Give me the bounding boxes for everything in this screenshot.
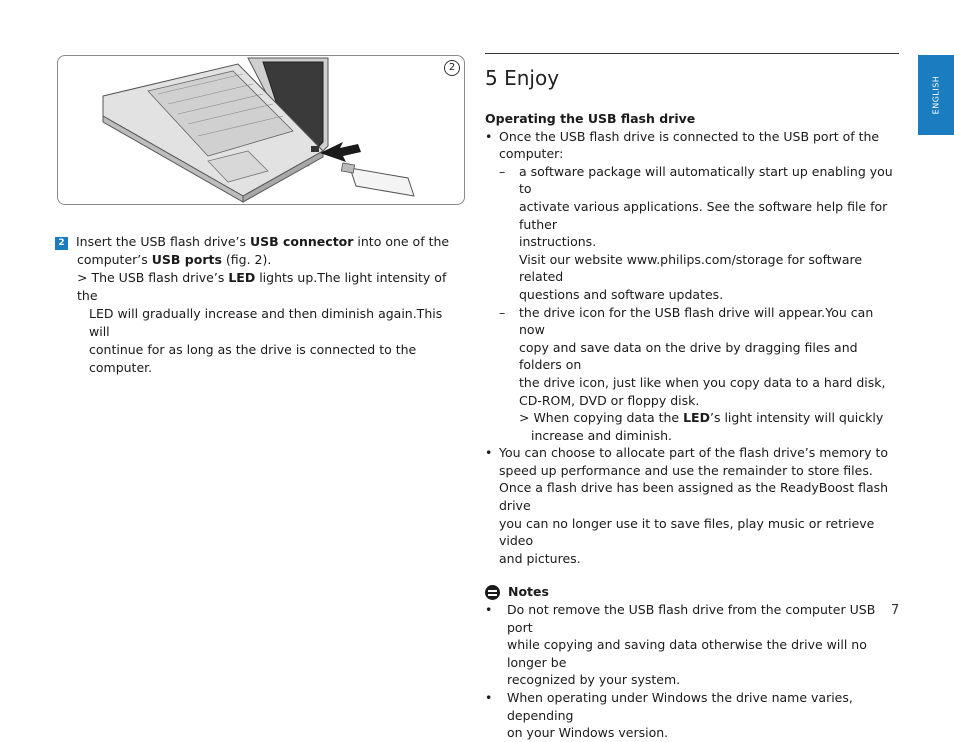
- figure-number: 2: [444, 60, 460, 76]
- text: activate various applications. See the software help file for futher: [519, 198, 888, 232]
- section-rule: [485, 53, 899, 54]
- dash-marker: –: [499, 163, 506, 179]
- subsection-title: Operating the USB flash drive: [485, 111, 696, 126]
- enjoy-content: [485, 110, 901, 742]
- bold-text: USB connector: [249, 234, 354, 249]
- text: • Do not remove the USB flash drive from the computer USB port: [507, 602, 876, 635]
- text: Visit our website www.philips.com/storage for software related: [519, 251, 863, 285]
- step-line-2: [55, 251, 465, 269]
- bullet-item: [485, 128, 901, 163]
- dash-item: [485, 163, 901, 304]
- bold-text: LED: [228, 270, 256, 285]
- text: • Once the USB flash drive is connected to the USB port of the: [499, 128, 880, 144]
- text: Insert the USB flash drive’s: [76, 234, 250, 249]
- text: the drive icon, just like when you copy data to a hard disk,: [519, 374, 886, 390]
- result-line: [485, 409, 901, 427]
- text: CD-ROM, DVD or floppy disk.: [519, 392, 700, 408]
- text: • When operating under Windows the drive name varies, depending: [507, 690, 853, 723]
- text: a software package will automatically start up enabling you to: [519, 163, 893, 197]
- step-line-1: [55, 233, 465, 251]
- text: while copying and saving data otherwise the drive will no longer be: [507, 637, 867, 670]
- page-number: 7: [891, 603, 900, 618]
- text: into one of the: [353, 234, 450, 249]
- text: • You can choose to allocate part of the flash drive’s memory to: [499, 445, 888, 461]
- result-line-3: continue for as long as the drive is connected to the computer.: [89, 342, 417, 375]
- dash-item: [485, 304, 901, 410]
- result-line: increase and diminish.: [531, 427, 673, 443]
- result-line-2: LED will gradually increase and then diminish again.This will: [89, 306, 443, 339]
- text: instructions.: [519, 234, 597, 250]
- note-item: [485, 689, 901, 742]
- language-label: ENGLISH: [931, 75, 941, 115]
- note-icon: [485, 585, 500, 600]
- note-item: [485, 601, 901, 689]
- notes-title: Notes: [508, 584, 549, 600]
- text: > When copying data the: [519, 410, 684, 426]
- text: ’s light intensity will quickly: [709, 410, 884, 426]
- insert-instructions: [55, 233, 465, 377]
- text: (fig. 2).: [221, 252, 272, 267]
- text: lights up.The light intensity of the: [77, 270, 447, 303]
- text: the drive icon for the USB flash drive will appear.You can now: [519, 304, 874, 338]
- language-tab: [918, 55, 954, 135]
- bullet-item: [485, 444, 901, 567]
- text: and pictures.: [499, 550, 581, 566]
- bold-text: LED: [683, 410, 710, 426]
- text: computer:: [499, 146, 564, 162]
- text: computer’s: [77, 252, 152, 267]
- section-title: 5 Enjoy: [485, 66, 560, 90]
- step-badge: 2: [55, 237, 68, 250]
- bold-text: USB ports: [151, 252, 222, 267]
- text: questions and software updates.: [519, 286, 724, 302]
- text: speed up performance and use the remainder to store files.: [499, 462, 873, 478]
- text: > The USB flash drive’s: [77, 270, 229, 285]
- notes-heading: [485, 583, 901, 601]
- dash-marker: –: [499, 304, 506, 320]
- text: copy and save data on the drive by dragging files and folders on: [519, 339, 858, 373]
- result-line-1: [55, 269, 465, 305]
- text: recognized by your system.: [507, 672, 681, 688]
- text: you can no longer use it to save files, play music or retrieve video: [499, 515, 875, 549]
- laptop-drawing: [58, 56, 465, 205]
- text: on your Windows version.: [507, 725, 669, 741]
- text: Once a flash drive has been assigned as the ReadyBoost flash drive: [499, 480, 889, 514]
- laptop-usb-illustration: [57, 55, 465, 205]
